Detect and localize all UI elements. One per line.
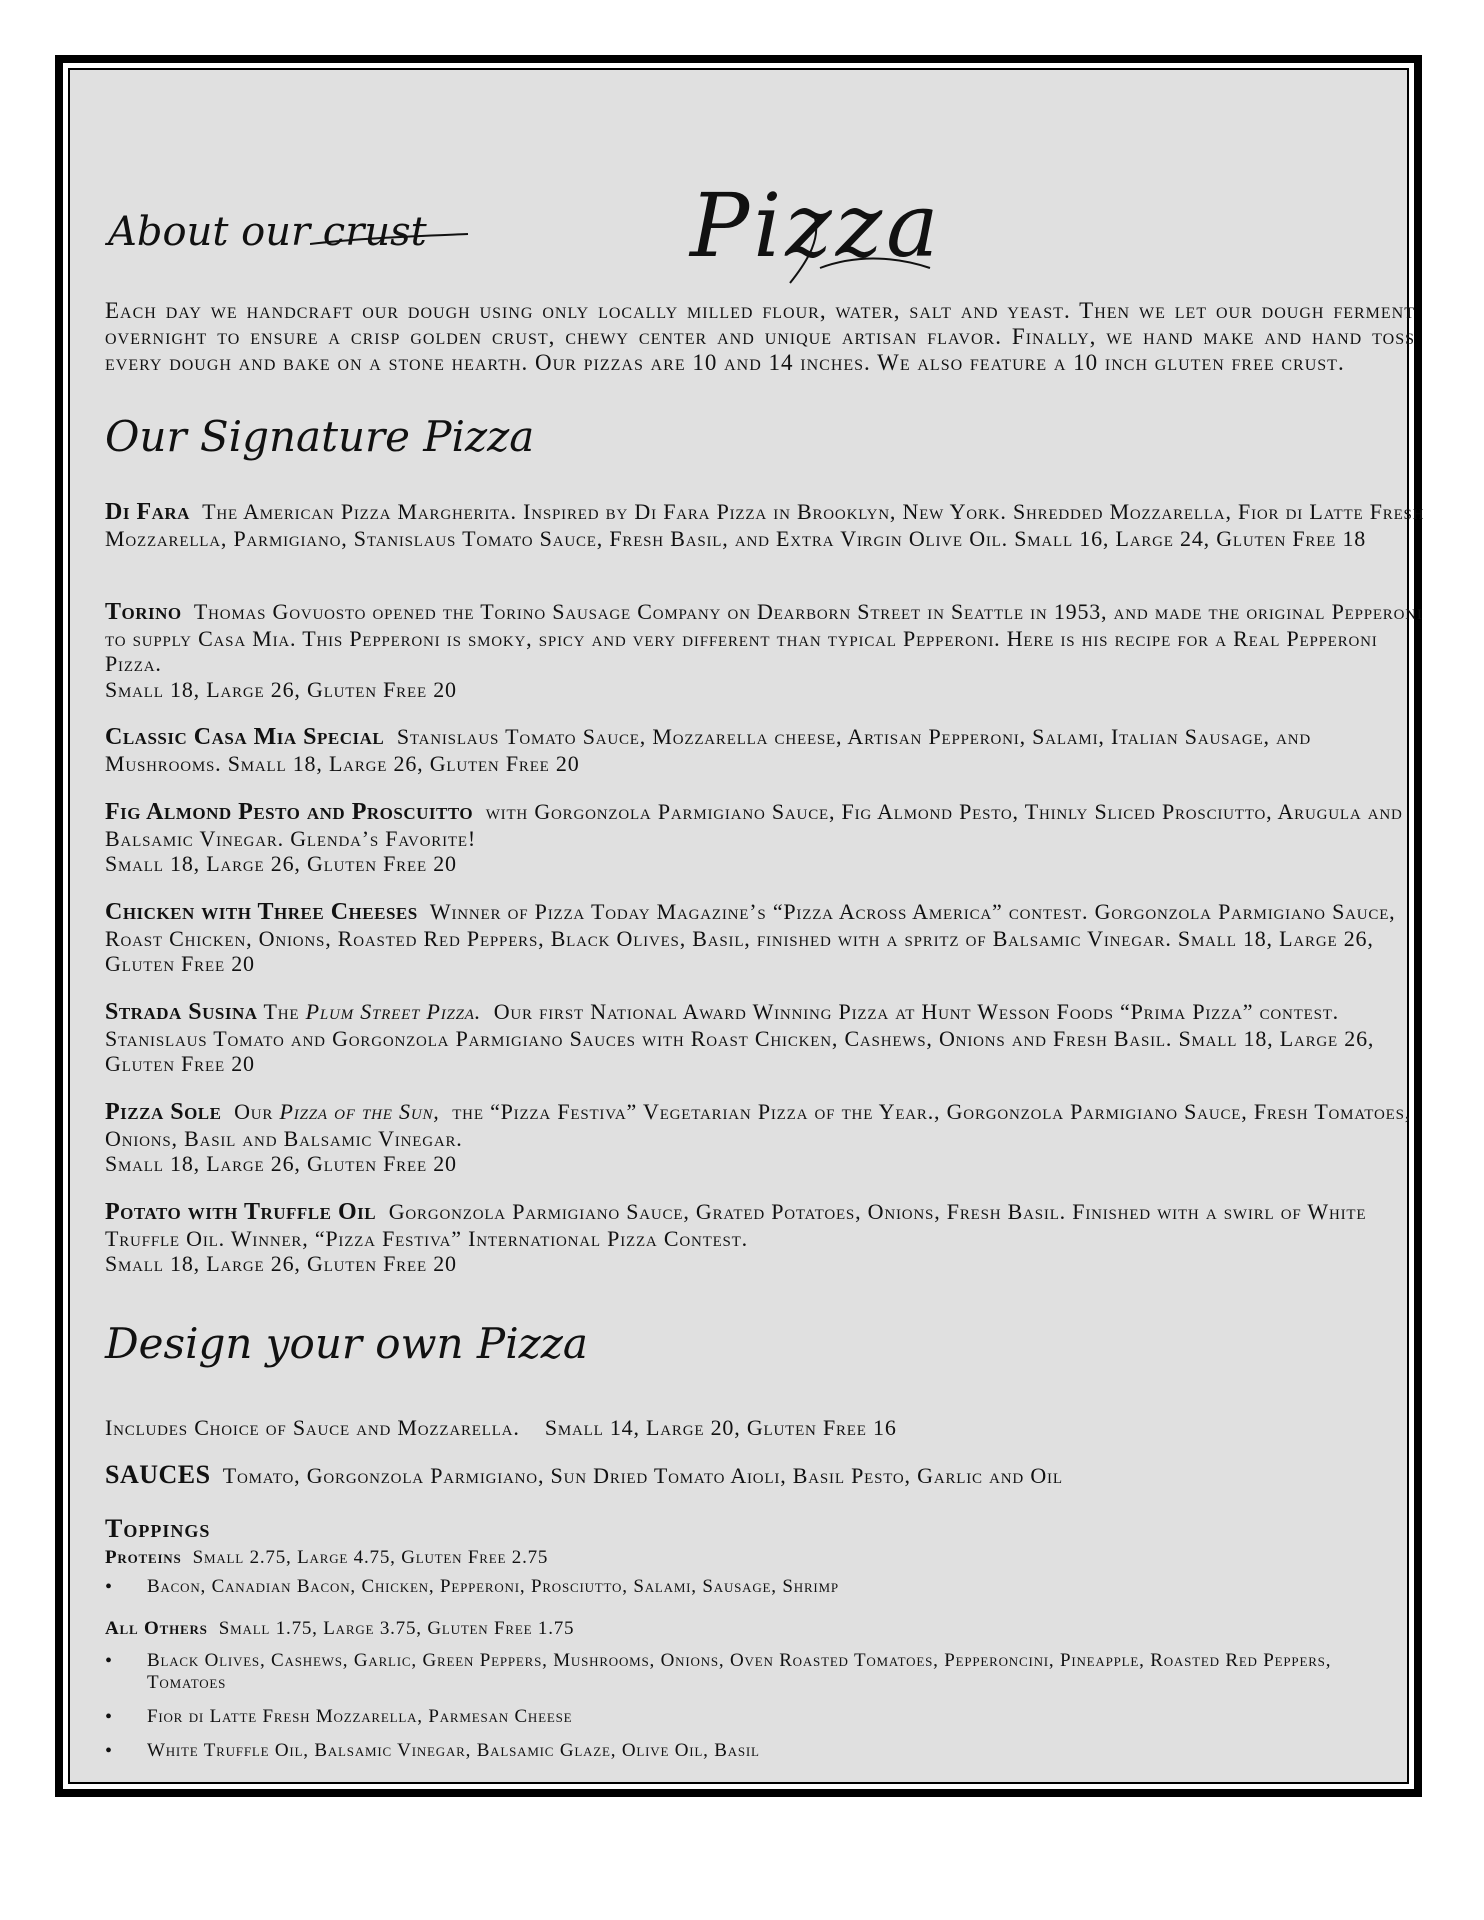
design-includes — [105, 1415, 897, 1441]
signature-heading: Our Signature Pizza — [105, 412, 535, 461]
about-heading: About our crust — [108, 209, 427, 255]
pizza-item — [105, 999, 1425, 1077]
pizza-desc-italic: Plum Street Pizza. — [305, 999, 482, 1024]
menu-border-outer — [55, 55, 1425, 1797]
pizza-desc: Thomas Govuosto opened the Torino Sausage Company on Dearborn Street in Seattle in 1953, and made the original Pepperoni to supply Casa Mia. This Pepperoni is smoky, spicy and very different than typical Pepperoni. Here is his recipe for a Real Pepperoni Pizza. — [105, 599, 1423, 676]
list-item: • Fior di Latte Fresh Mozzarella, Parmesan Cheese — [105, 1706, 1405, 1728]
proteins-label: Proteins — [105, 1547, 182, 1568]
pizza-desc: Winner of Pizza Today Magazine’s “Pizza Across America” contest. Gorgonzola Parmigiano Sauce, Roast Chicken, Onions, Roasted Red Peppers, Black Olives, Basil, finished with a spritz of Balsamic Vinegar. Small 18, Large 26, Gluten Free 20 — [105, 899, 1396, 976]
pizza-desc-pre: The — [263, 999, 300, 1024]
toppings-heading: Toppings — [105, 1514, 211, 1543]
pizza-price: Small 18, Large 26, Gluten Free 20 — [105, 676, 457, 702]
menu-page — [70, 70, 1425, 1782]
pizza-item — [105, 799, 1425, 877]
pizza-name: Strada Susina — [105, 999, 258, 1025]
includes-price: Small 14, Large 20, Gluten Free 16 — [544, 1415, 897, 1440]
proteins-line — [105, 1547, 548, 1569]
includes-text: Includes Choice of Sauce and Mozzarella. — [105, 1415, 520, 1440]
pizza-name: Torino — [105, 599, 182, 625]
pizza-price: Small 18, Large 26, Gluten Free 20 — [105, 851, 457, 876]
pizza-desc: Our first National Award Winning Pizza at Hunt Wesson Foods “Prima Pizza” contest. Stanislaus Tomato and Gorgonzola Parmigiano Sauces with Roast Chicken, Cashews, Onions and Fresh Basil. Small 18, Large 26, Gluten Free 20 — [105, 999, 1375, 1076]
design-heading: Design your own Pizza — [105, 1319, 588, 1368]
title-block — [670, 158, 970, 298]
pizza-name: Chicken with Three Cheeses — [105, 899, 418, 925]
others-price: Small 1.75, Large 3.75, Gluten Free 1.75 — [218, 1618, 575, 1639]
pizza-name: Potato with Truffle Oil — [105, 1199, 377, 1225]
pizza-item — [105, 599, 1425, 702]
pizza-price: Small 18, Large 26, Gluten Free 20 — [105, 1151, 457, 1176]
pizza-desc: Stanislaus Tomato Sauce, Mozzarella cheese, Artisan Pepperoni, Salami, Italian Sausage, and Mushrooms. Small 18, Large 26, Gluten Free 20 — [105, 724, 1311, 776]
list-item: • Bacon, Canadian Bacon, Chicken, Pepperoni, Prosciutto, Salami, Sausage, Shrimp — [105, 1576, 1405, 1598]
menu-border-inner — [68, 68, 1425, 1784]
pizza-name: Fig Almond Pesto and Proscuitto — [105, 799, 474, 825]
list-item: • White Truffle Oil, Balsamic Vinegar, Balsamic Glaze, Olive Oil, Basil — [105, 1740, 1405, 1762]
page-title: Pizza — [690, 174, 943, 277]
sauces-line — [105, 1460, 1063, 1490]
proteins-price: Small 2.75, Large 4.75, Gluten Free 2.75 — [192, 1547, 549, 1568]
sauces-list: Tomato, Gorgonzola Parmigiano, Sun Dried Tomato Aioli, Basil Pesto, Garlic and Oil — [222, 1463, 1063, 1488]
pizza-name: Di Fara — [105, 499, 190, 525]
menu-border-gap — [63, 63, 1425, 1789]
pizza-desc: The American Pizza Margherita. Inspired by Di Fara Pizza in Brooklyn, New York. Shredded Mozzarella, Fior di Latte Fresh Mozzarella, Parmigiano, Stanislaus Tomato Sauce, Fresh Basil, and Extra Virgin Olive Oil. Small 16, Large 24, Gluten Free 18 — [105, 499, 1425, 551]
others-label: All Others — [105, 1618, 208, 1639]
about-underline-icon — [310, 232, 470, 252]
pizza-desc: Gorgonzola Parmigiano Sauce, Grated Potatoes, Onions, Fresh Basil. Finished with a swirl of White Truffle Oil. Winner, “Pizza Festiva” International Pizza Contest. — [105, 1199, 1367, 1251]
pizza-item — [105, 1199, 1425, 1277]
list-item: • Black Olives, Cashews, Garlic, Green Peppers, Mushrooms, Onions, Oven Roasted Tomatoes, Pepperoncini, Pineapple, Roasted Red Peppers, Tomatoes — [105, 1650, 1405, 1694]
pizza-item — [105, 899, 1425, 977]
pizza-item — [105, 1099, 1425, 1177]
pizza-name: Pizza Sole — [105, 1099, 222, 1125]
pizza-item — [105, 724, 1425, 776]
proteins-list — [105, 1576, 1405, 1610]
others-list — [105, 1650, 1405, 1774]
about-text: Each day we handcraft our dough using only locally milled flour, water, salt and yeast. Then we let our dough ferment overnight to ensure a crisp golden crust, chewy center and unique artisan flavor. Finally, we hand make and hand toss every dough and bake on a stone hearth. Our pizzas are 10 and 14 inches. We also feature a 10 inch gluten free crust. — [105, 298, 1415, 375]
others-line — [105, 1618, 574, 1640]
pizza-item — [105, 499, 1425, 551]
pizza-name: Classic Casa Mia Special — [105, 724, 385, 750]
pizza-desc-italic: Pizza of the Sun, — [279, 1099, 440, 1124]
pizza-desc: with Gorgonzola Parmigiano Sauce, Fig Almond Pesto, Thinly Sliced Prosciutto, Arugula and Balsamic Vinegar. Glenda’s Favorite! — [105, 799, 1403, 851]
pizza-price: Small 18, Large 26, Gluten Free 20 — [105, 1251, 457, 1276]
pizza-desc-pre: Our — [234, 1099, 274, 1124]
sauces-label: SAUCES — [105, 1460, 211, 1489]
pizza-desc: the “Pizza Festiva” Vegetarian Pizza of the Year., Gorgonzola Parmigiano Sauce, Fresh Tomatoes, Onions, Basil and Balsamic Vinegar. — [105, 1099, 1412, 1151]
